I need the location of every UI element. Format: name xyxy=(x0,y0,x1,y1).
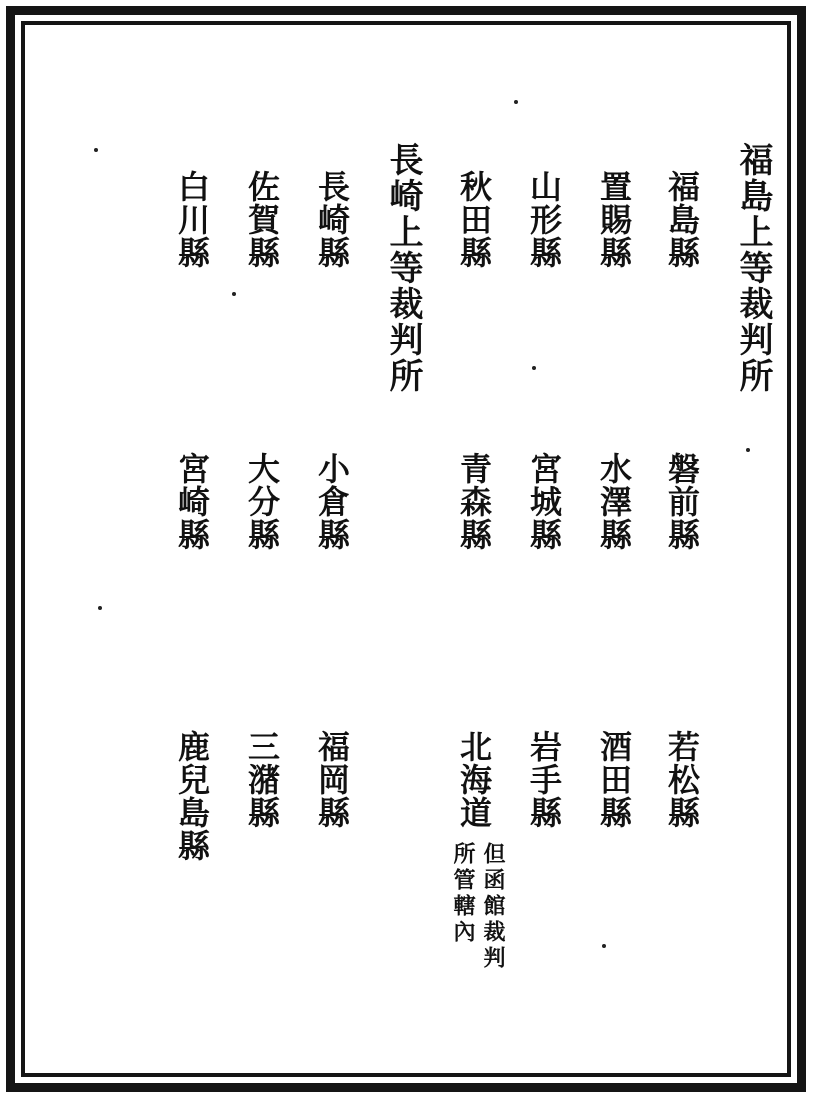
prefecture-nagasaki: 長崎縣 xyxy=(313,170,351,269)
hokkaido-note-line1: 但函館裁判 xyxy=(480,842,506,972)
court-heading-fukushima: 福島上等裁判所 xyxy=(733,142,773,394)
ink-speck xyxy=(514,100,518,104)
prefecture-fukushima: 福島縣 xyxy=(663,170,701,269)
prefecture-mizuma: 三潴縣 xyxy=(243,730,281,829)
prefecture-iwate: 岩手縣 xyxy=(525,730,563,829)
prefecture-kagoshima: 鹿兒島縣 xyxy=(173,730,211,862)
prefecture-yamagata: 山形縣 xyxy=(525,170,563,269)
hokkaido-note-line2: 所管轄內 xyxy=(450,842,476,946)
ink-speck xyxy=(232,292,236,296)
prefecture-sakata: 酒田縣 xyxy=(595,730,633,829)
ink-speck xyxy=(602,944,606,948)
ink-speck xyxy=(746,448,750,452)
prefecture-saga: 佐賀縣 xyxy=(243,170,281,269)
ink-speck xyxy=(94,148,98,152)
prefecture-miyagi: 宮城縣 xyxy=(525,452,563,551)
prefecture-aomori: 青森縣 xyxy=(455,452,493,551)
prefecture-iwasaki: 磐前縣 xyxy=(663,452,701,551)
prefecture-akita: 秋田縣 xyxy=(455,170,493,269)
prefecture-shirakawa: 白川縣 xyxy=(173,170,211,269)
prefecture-wakamatsu: 若松縣 xyxy=(663,730,701,829)
court-heading-nagasaki: 長崎上等裁判所 xyxy=(383,142,423,394)
prefecture-mizusawa: 水澤縣 xyxy=(595,452,633,551)
prefecture-fukuoka: 福岡縣 xyxy=(313,730,351,829)
ink-speck xyxy=(532,366,536,370)
ink-speck xyxy=(98,606,102,610)
prefecture-okitama: 置賜縣 xyxy=(595,170,633,269)
prefecture-hokkaido: 北海道 xyxy=(455,730,493,829)
prefecture-miyazaki: 宮崎縣 xyxy=(173,452,211,551)
prefecture-oita: 大分縣 xyxy=(243,452,281,551)
prefecture-kokura: 小倉縣 xyxy=(313,452,351,551)
